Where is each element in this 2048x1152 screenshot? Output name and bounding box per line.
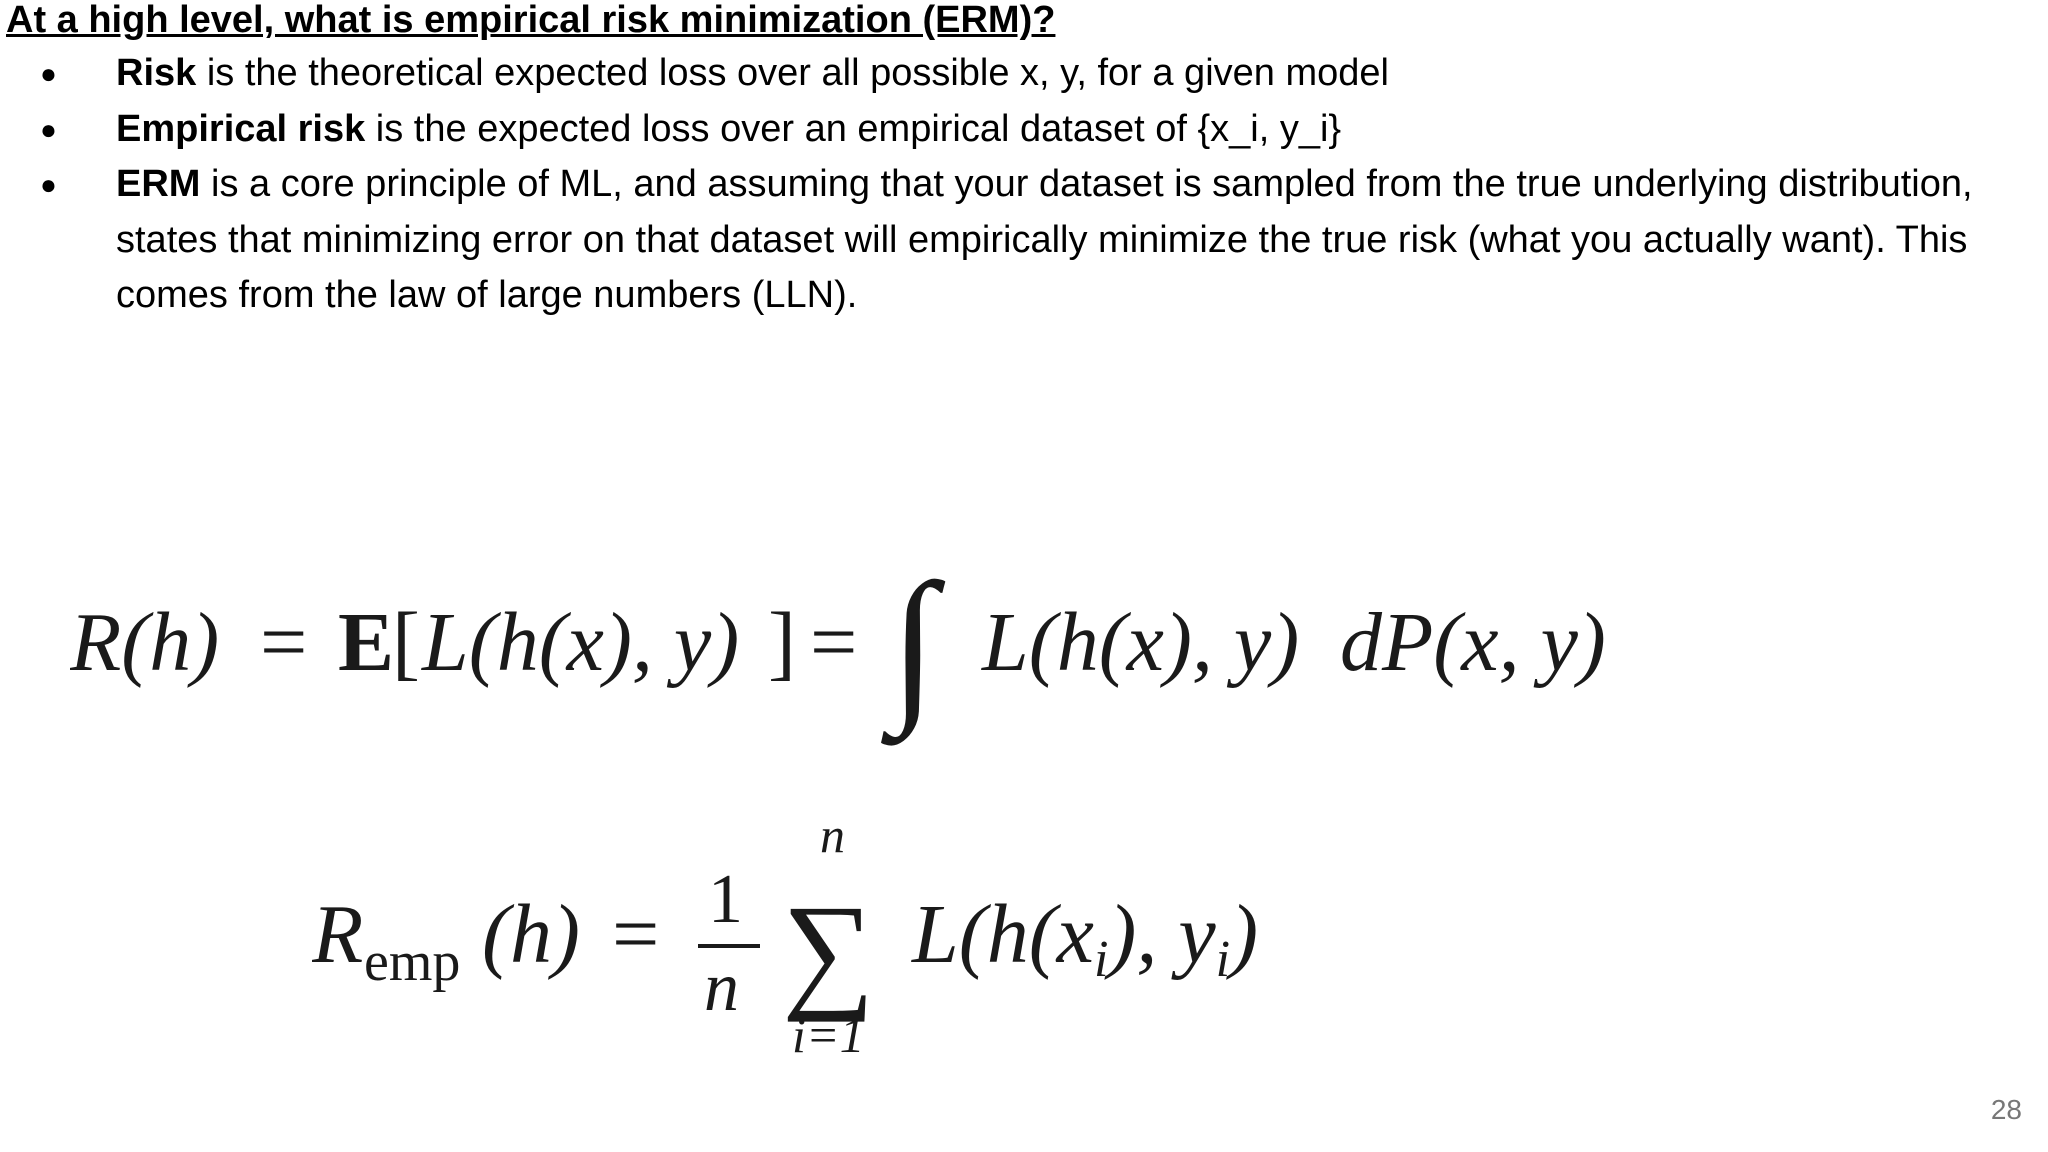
bullet-text: is the expected loss over an empirical dataset of {x_i, y_i} [365,107,1342,150]
slide-title: At a high level, what is empirical risk minimization (ERM)? [6,0,1056,41]
bullet-dot-icon: ● [40,113,57,145]
bullet-text: is a core principle of ML, and assuming that your dataset is sampled from the true underlying distribution, states that minimizing error on that dataset will empirically minimize the true risk (what you actually want). This comes from the law of large numbers (LLN). [116,163,1973,316]
sum-lower-limit: i=1 [792,1007,865,1062]
bullet-item [0,157,1976,324]
bracket-close: ] [768,596,796,689]
sum-symbol: ∑ [782,879,875,1023]
integral-symbol: ∫ [890,570,937,737]
bullet-term: Risk [116,52,197,94]
loss-term-end: ) [1230,888,1259,981]
page-number: 28 [1990,1094,2022,1125]
bullet-dot-icon: ● [40,169,57,200]
bullet-text: is the theoretical expected loss over all possible x, y, for a given model [196,52,1389,94]
bracket-open: [ [392,596,420,689]
equals-sign: = [810,596,858,689]
equals-sign: = [260,596,308,689]
loss-term-start: L(h(x [912,888,1094,981]
emp-risk-argument: (h) [482,888,580,981]
bullet-term: ERM [116,163,201,205]
bullet-dot-icon: ● [40,58,57,89]
risk-formula [70,570,1650,770]
bullet-item [0,46,1976,102]
fraction-denominator: n [704,949,739,1026]
loss-term [911,888,1258,988]
sum-upper-limit: n [820,822,845,863]
bullet-term: Empirical risk [116,107,366,150]
integrand: L(h(x), y) [982,596,1300,689]
emp-risk-subscript: emp [364,931,461,993]
loss-term-middle: ), y [1108,888,1216,981]
bullet-list [0,46,2000,324]
fraction-numerator: 1 [708,861,743,938]
expectation-inner: L(h(x), y) [422,596,740,689]
risk-lhs: R(h) [70,596,220,689]
loss-term-subscript: i [1215,931,1231,988]
empirical-risk-formula [312,822,1392,1062]
loss-term-subscript: i [1093,931,1109,988]
equals-sign: = [612,888,660,981]
emp-risk-symbol: R [312,888,364,981]
expectation-symbol: E [338,596,395,689]
probability-measure: dP(x, y) [1340,596,1606,689]
bullet-item [0,102,1976,158]
risk-formula-svg [70,570,1650,770]
empirical-risk-formula-svg [312,822,1392,1062]
